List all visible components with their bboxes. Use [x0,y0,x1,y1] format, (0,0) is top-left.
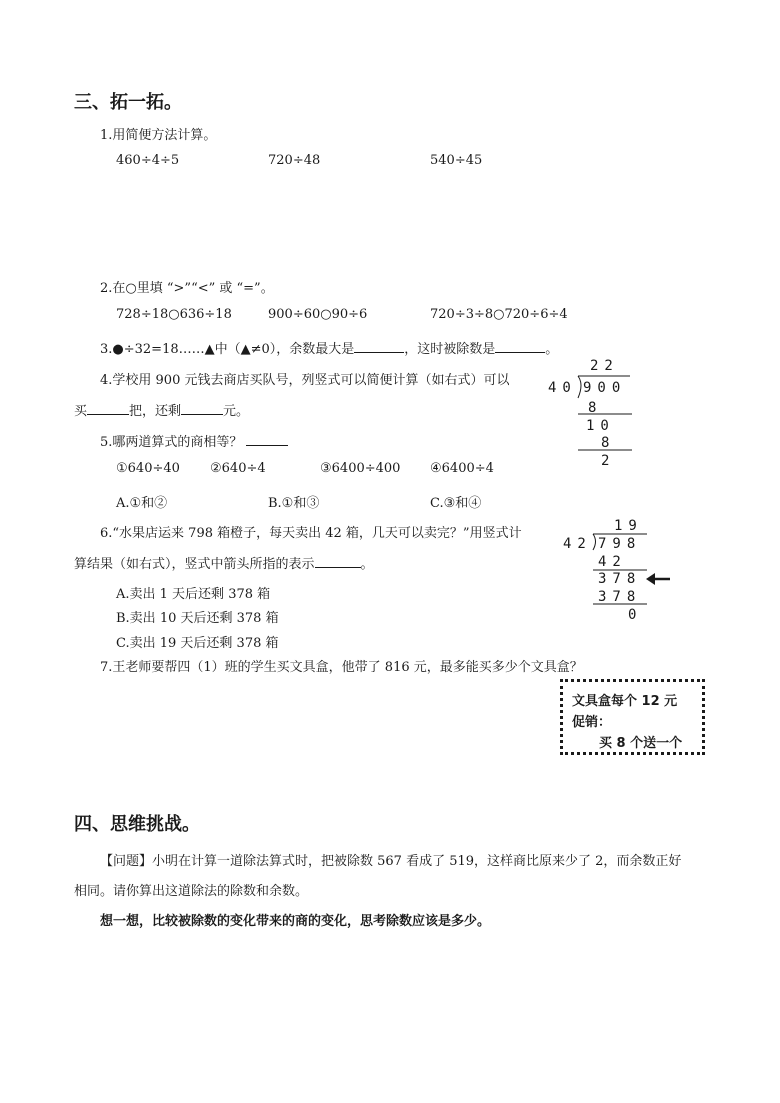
q4-text-a: 买 [74,404,88,419]
division2-divisor: 42 [563,536,592,552]
division1-step1: 8 [588,400,603,416]
q2-expr-2: 900÷60○90÷6 [268,307,368,322]
q3-text-c: 。 [545,342,559,357]
q4-text-b: 把，还剩 [129,404,182,419]
division2-step1: 42 [598,554,627,570]
left-arrow-icon [646,572,672,586]
problem-line2: 相同。请你算出这道除法的除数和余数。 [74,884,309,899]
hint-text: 想一想，比较被除数的变化带来的商的变化，思考除数应该是多少。 [100,914,491,929]
q6-choice-c[interactable]: C.卖出 19 天后还剩 378 箱 [116,636,279,651]
division1-dividend: 900 [583,380,627,396]
q3-line [100,338,558,357]
q6-line1: 6.“水果店运来 798 箱橙子，每天卖出 42 箱，几天可以卖完？”用竖式计 [100,526,522,541]
q2-expr-3: 720÷3÷8○720÷6÷4 [430,307,568,322]
q1-expr-2: 720÷48 [268,153,321,168]
promo-box [560,679,705,755]
q4-line2 [74,400,249,419]
q6-choice-b[interactable]: B.卖出 10 天后还剩 378 箱 [116,611,279,626]
q3-text-a: 3.●÷32=18……▲中（▲≠0），余数最大是 [100,342,355,357]
q1-text: 1.用简便方法计算。 [100,128,217,143]
q5-option-2: ②640÷4 [210,461,266,476]
q6-line2 [74,553,374,572]
q6-blank[interactable] [315,555,361,568]
q4-text-c: 元。 [223,404,250,419]
q4-blank-remainder[interactable] [181,402,223,415]
q5-line [100,431,288,450]
promo-line2: 促销： [572,715,612,730]
q6-choice-a[interactable]: A.卖出 1 天后还剩 378 箱 [116,587,271,602]
q6-text-b: 。 [360,557,374,572]
q5-blank[interactable] [246,433,288,446]
division2-bracket [585,528,655,608]
promo-line3: 买 8 个送一个 [599,736,683,751]
division1-step2: 10 [586,418,615,434]
q2-text: 2.在○里填 “>”“<” 或 “=”。 [100,281,274,296]
division1-quotient: 22 [590,358,619,374]
division2-step3: 378 [598,589,642,605]
q3-blank-max-remainder[interactable] [354,340,404,353]
division1-divisor: 40 [548,380,577,396]
section4-title: 四、思维挑战。 [74,814,200,835]
q4-line1: 4.学校用 900 元钱去商店买队号，列竖式可以简便计算（如右式）可以 [100,373,510,388]
q1-expr-3: 540÷45 [430,153,483,168]
q5-option-3: ③6400÷400 [320,461,401,476]
q6-text-a: 算结果（如右式），竖式中箭头所指的表示 [74,557,315,572]
section3-title: 三、拓一拓。 [74,92,182,113]
q5-choice-c[interactable]: C.③和④ [430,496,482,511]
q5-option-1: ①640÷40 [116,461,180,476]
problem-line1: 【问题】小明在计算一道除法算式时，把被除数 567 看成了 519，这样商比原来少了 2，而余数正好 [100,854,682,869]
division2-step2: 378 [598,571,642,587]
q7-text: 7.王老师要帮四（1）班的学生买文具盒，他带了 816 元，最多能买多少个文具盒？ [100,660,583,675]
division1-bracket [560,370,640,460]
division2-remainder: 0 [628,607,643,623]
q2-expr-1: 728÷18○636÷18 [116,307,232,322]
q5-choice-b[interactable]: B.①和③ [268,496,320,511]
q4-blank-count[interactable] [87,402,129,415]
q3-blank-dividend[interactable] [495,340,545,353]
division1-remainder: 2 [601,453,616,469]
division2-dividend: 798 [598,536,642,552]
promo-line1: 文具盒每个 12 元 [572,694,678,709]
q1-expr-1: 460÷4÷5 [116,153,180,168]
q5-text: 5.哪两道算式的商相等？ [100,435,243,450]
q5-option-4: ④6400÷4 [430,461,494,476]
q5-choice-a[interactable]: A.①和② [116,496,168,511]
q3-text-b: ，这时被除数是 [404,342,496,357]
division1-step3: 8 [601,435,616,451]
division2-quotient: 19 [614,518,643,534]
